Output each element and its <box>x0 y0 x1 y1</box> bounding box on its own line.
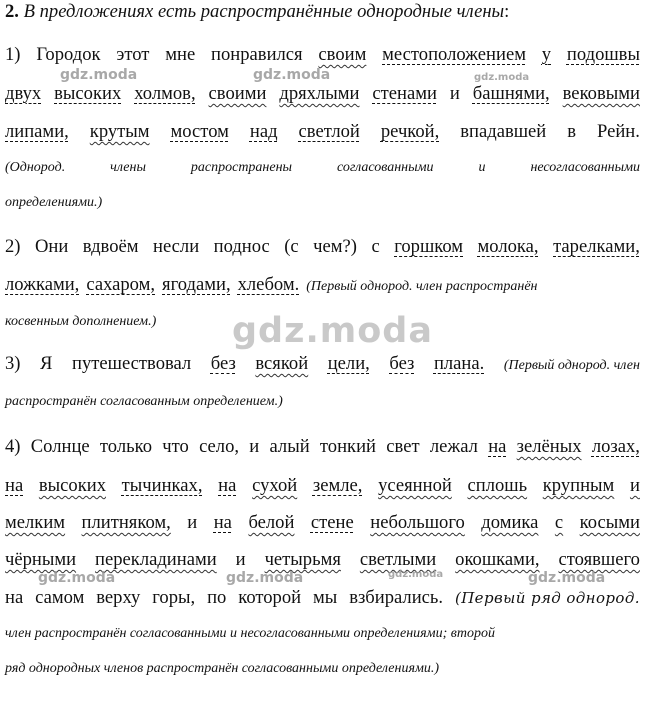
line-1: 1) Городок этот мне понравился своим местоположением у подошвы <box>5 44 640 65</box>
line-5: определениями.) <box>5 195 103 210</box>
line-8: косвенным дополнением.) <box>5 314 157 329</box>
line-14: чёрными перекладинами и четырьмя светлыми окошками, стоявшего <box>5 549 640 570</box>
line-2: двух высоких холмов, своими дряхлыми стенами и башнями, вековыми <box>5 83 640 104</box>
task-heading: 2. В предложениях есть распространённые однородные члены: <box>5 1 510 22</box>
line-7: ложками, сахаром, ягодами, хлебом. (Первый однород. член распространён <box>5 274 538 295</box>
watermark-text: gdz.moda <box>474 72 530 83</box>
line-4: (Однород. члены распространены согласованными и несогласованными <box>5 160 640 175</box>
line-16: член распространён согласованными и несогласованными определениями; второй <box>5 626 495 641</box>
watermark-text: gdz.moda <box>226 570 304 586</box>
watermark-text: gdz.moda <box>60 67 138 83</box>
watermark-text: gdz.moda <box>528 570 606 586</box>
watermark-text: gdz.moda <box>388 569 444 580</box>
line-17: ряд однородных членов распространён согласованными определениями.) <box>5 661 440 676</box>
task-number: 2. <box>5 1 19 22</box>
watermark-text: gdz.moda <box>253 67 331 83</box>
line-10: распространён согласованным определением.) <box>5 394 283 409</box>
line-13: мелким плитняком, и на белой стене небольшого домика с косыми <box>5 512 640 533</box>
line-11: 4) Солнце только что село, и алый тонкий свет лежал на зелёных лозах, <box>5 436 640 457</box>
watermark-logo: gdz.moda <box>232 311 433 351</box>
line-6: 2) Они вдвоём несли поднос (с чем?) с горшком молока, тарелками, <box>5 236 640 257</box>
line-12: на высоких тычинках, на сухой земле, усеянной сплошь крупным и <box>5 475 640 496</box>
task-heading-text: В предложениях есть распространённые однородные члены <box>23 1 505 22</box>
line-9: 3) Я путешествовал без всякой цели, без плана. (Первый однород. член <box>5 353 640 374</box>
line-15: на самом верху горы, по которой мы взбирались. (Первый ряд однород. <box>5 587 640 608</box>
watermark-text: gdz.moda <box>38 570 116 586</box>
line-3: липами, крутым мостом над светлой речкой, впадавшей в Рейн. <box>5 121 640 142</box>
